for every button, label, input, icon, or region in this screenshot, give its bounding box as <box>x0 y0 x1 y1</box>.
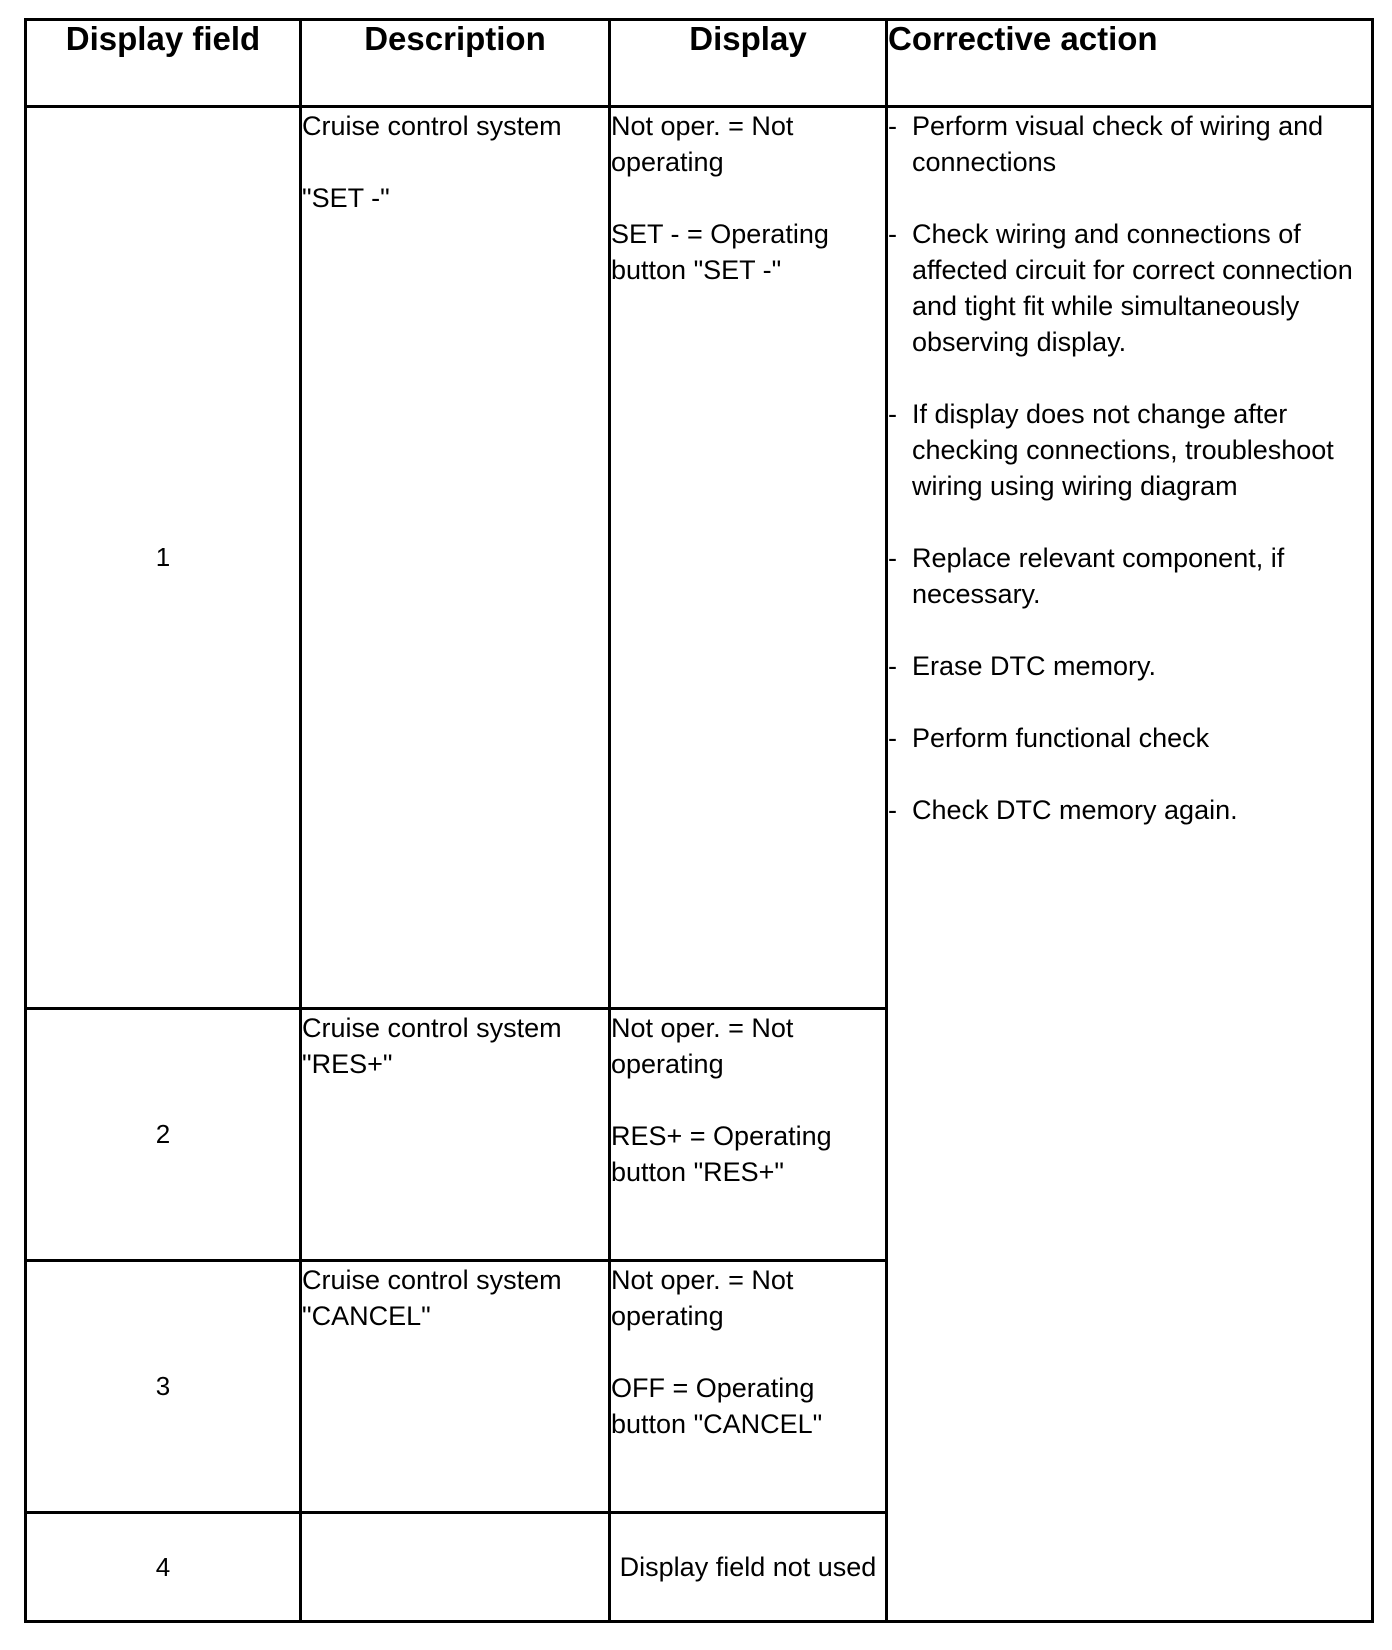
action-text: Perform functional check <box>912 723 1210 753</box>
bullet-dash: - <box>888 111 897 141</box>
bullet-dash: - <box>888 543 897 573</box>
bullet-dash: - <box>888 651 897 681</box>
description-line: Cruise control system <box>302 111 562 141</box>
action-text: Check wiring and connections of affected circuit for correct connection and tight fit while simultaneously observing display. <box>912 219 1353 357</box>
display-cell <box>610 107 887 1009</box>
header-description: Description <box>301 20 610 107</box>
display-field-number: 4 <box>26 1513 301 1622</box>
table-row <box>26 107 1373 1009</box>
display-line: Display field not used <box>619 1551 877 1582</box>
list-item <box>888 396 1371 504</box>
display-line: RES+ = Operating button "RES+" <box>611 1121 832 1187</box>
header-display: Display <box>610 20 887 107</box>
display-line: Not oper. = Not operating <box>611 1013 794 1079</box>
action-text: If display does not change after checking connections, troubleshoot wiring using wiring diagram <box>912 399 1334 501</box>
bullet-dash: - <box>888 219 897 249</box>
display-line: SET - = Operating button "SET -" <box>611 219 829 285</box>
list-item <box>888 648 1371 684</box>
description-cell <box>301 107 610 1009</box>
display-line: Not oper. = Not operating <box>611 1265 794 1331</box>
bullet-dash: - <box>888 795 897 825</box>
display-cell <box>610 1009 887 1261</box>
action-text: Erase DTC memory. <box>912 651 1157 681</box>
bullet-dash: - <box>888 723 897 753</box>
header-display-field: Display field <box>26 20 301 107</box>
display-field-number: 1 <box>26 107 301 1009</box>
description-line: Cruise control system "RES+" <box>302 1013 562 1079</box>
description-line: "SET -" <box>302 183 390 213</box>
action-text: Perform visual check of wiring and connections <box>912 111 1324 177</box>
list-item <box>888 720 1371 756</box>
display-field-number: 2 <box>26 1009 301 1261</box>
list-item <box>888 216 1371 360</box>
action-text: Check DTC memory again. <box>912 795 1238 825</box>
list-item <box>888 792 1371 828</box>
header-corrective-action: Corrective action <box>887 20 1373 107</box>
description-cell <box>301 1513 610 1622</box>
display-line: OFF = Operating button "CANCEL" <box>611 1373 823 1439</box>
display-field-number: 3 <box>26 1261 301 1513</box>
description-cell <box>301 1261 610 1513</box>
header-row <box>26 20 1373 107</box>
corrective-action-cell <box>887 107 1373 1622</box>
description-line: Cruise control system "CANCEL" <box>302 1265 562 1331</box>
action-text: Replace relevant component, if necessary. <box>912 543 1285 609</box>
display-cell <box>610 1261 887 1513</box>
list-item <box>888 540 1371 612</box>
diagnostic-table <box>24 18 1374 1623</box>
list-item <box>888 108 1371 180</box>
display-line: Not oper. = Not operating <box>611 111 794 177</box>
display-cell <box>610 1513 887 1622</box>
bullet-dash: - <box>888 399 897 429</box>
description-cell <box>301 1009 610 1261</box>
corrective-action-list <box>888 108 1371 828</box>
